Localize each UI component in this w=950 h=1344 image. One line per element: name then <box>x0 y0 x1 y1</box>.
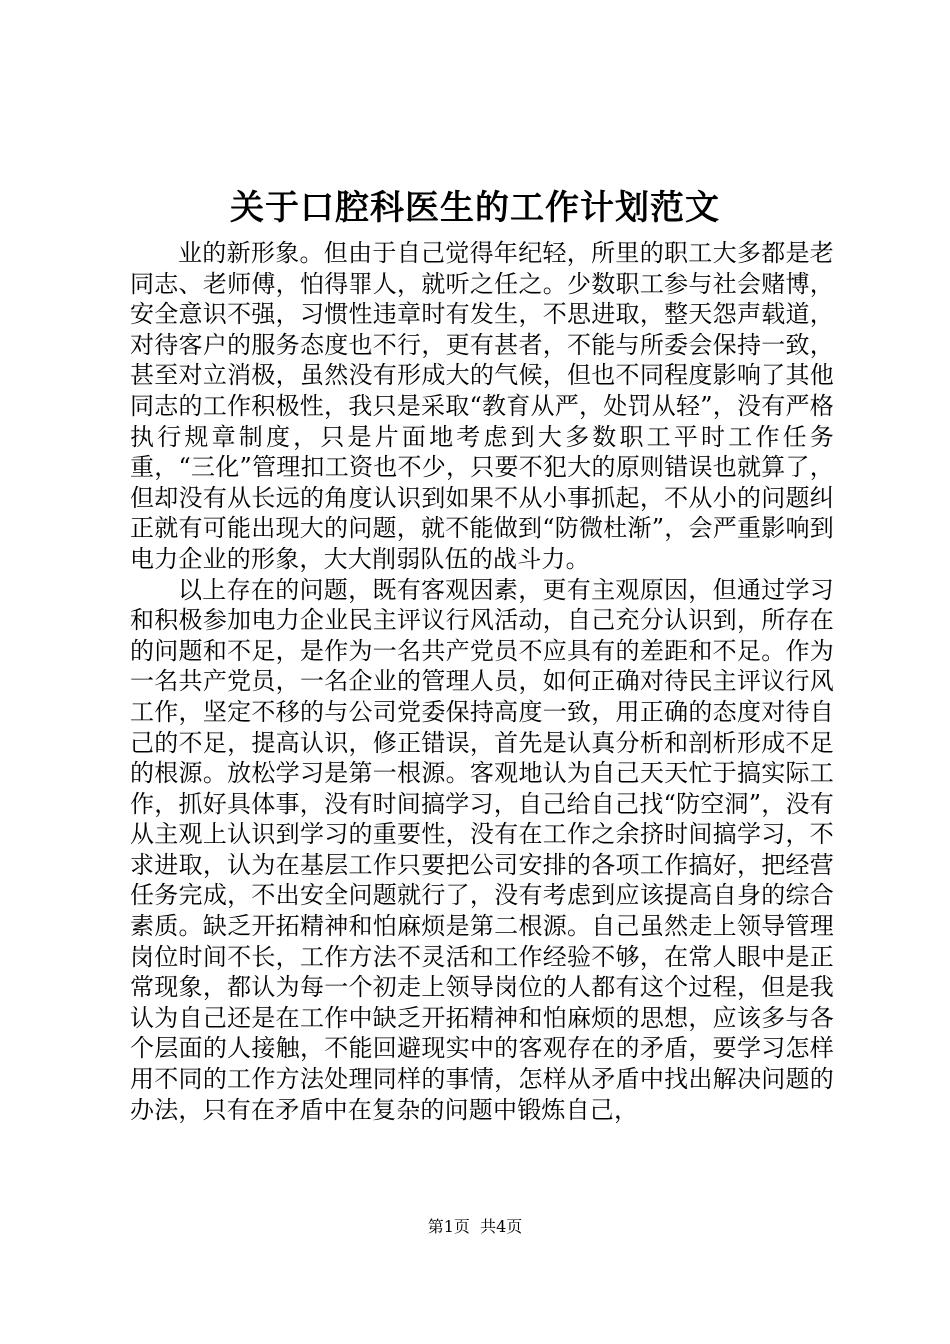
paragraph-2: 以上存在的问题，既有客观因素，更有主观原因，但通过学习和积极参加电力企业民主评议行风活动，自己充分认识到，所存在的问题和不足，是作为一名共产党员不应具有的差距和不足。作为一名共产党员，一名企业的管理人员，如何正确对待民主评议行风工作，坚定不移的与公司党委保持高度一致，用正确的态度对待自己的不足，提高认识，修正错误，首先是认真分析和剖析形成不足的根源。放松学习是第一根源。客观地认为自己天天忙于搞实际工作，抓好具体事，没有时间搞学习，自己给自己找“防空洞”，没有从主观上认识到学习的重要性，没有在工作之余挤时间搞学习，不求进取，认为在基层工作只要把公司安排的各项工作搞好，把经营任务完成，不出安全问题就行了，没有考虑到应该提高自身的综合素质。缺乏开拓精神和怕麻烦是第二根源。自己虽然走上领导管理岗位时间不长，工作方法不灵活和工作经验不够，在常人眼中是正常现象，都认为每一个初走上领导岗位的人都有这个过程，但是我认为自己还是在工作中缺乏开拓精神和怕麻烦的思想，应该多与各个层面的人接触，不能回避现实中的客观存在的矛盾，要学习怎样用不同的工作方法处理同样的事情，怎样从矛盾中找出解决问题的办法，只有在矛盾中在复杂的问题中锻炼自己， <box>130 575 834 1124</box>
paragraph-1: 业的新形象。但由于自己觉得年纪轻，所里的职工大多都是老同志、老师傅，怕得罪人，就听之任之。少数职工参与社会赌博，安全意识不强，习惯性违章时有发生，不思进取，整天怨声载道，对待客户的服务态度也不行，更有甚者，不能与所委会保持一致，甚至对立消极，虽然没有形成大的气候，但也不同程度影响了其他同志的工作积极性，我只是采取“教育从严，处罚从轻”，没有严格执行规章制度，只是片面地考虑到大多数职工平时工作任务重，“三化”管理扣工资也不少，只要不犯大的原则错误也就算了，但却没有从长远的角度认识到如果不从小事抓起，不从小的问题纠正就有可能出现大的问题，就不能做到“防微杜渐”，会严重影响到电力企业的形象，大大削弱队伍的战斗力。 <box>130 239 834 573</box>
document-body <box>130 238 834 1125</box>
page-footer: 第1页 共4页 <box>427 1217 523 1236</box>
document-title: 关于口腔科医生的工作计划范文 <box>230 188 720 228</box>
